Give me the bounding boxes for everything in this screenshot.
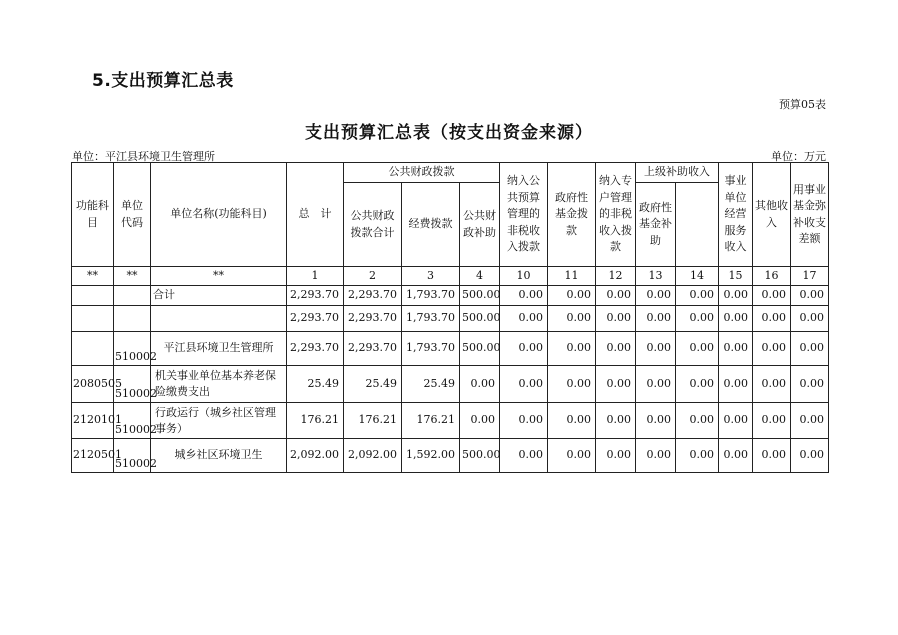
value-cell: 500.00	[460, 439, 500, 473]
table-body	[72, 267, 829, 473]
unit-name-cell: 合计	[151, 286, 287, 306]
value-cell: 0.00	[500, 286, 548, 306]
value-cell: 0.00	[676, 286, 719, 306]
header-sup-gov-fund-subsidy: 政府性基金补助	[636, 183, 676, 267]
func-code-cell: 2120501	[72, 439, 114, 473]
value-cell: 0.00	[636, 332, 676, 366]
table-header	[72, 163, 829, 267]
table-row	[72, 403, 829, 439]
index-cell: 10	[500, 267, 548, 286]
header-public-finance-total: 公共财政拨款合计	[344, 183, 402, 267]
func-code-cell	[72, 306, 114, 332]
header-superior-subsidy: 上级补助收入	[636, 163, 719, 183]
index-cell: 14	[676, 267, 719, 286]
value-cell: 0.00	[636, 286, 676, 306]
value-cell: 0.00	[500, 306, 548, 332]
value-cell: 2,293.70	[344, 306, 402, 332]
value-cell: 25.49	[402, 366, 460, 403]
value-cell: 0.00	[791, 306, 829, 332]
header-unit-name: 单位名称(功能科目)	[151, 163, 287, 267]
value-cell: 0.00	[500, 439, 548, 473]
header-operating-funds: 经费拨款	[402, 183, 460, 267]
value-cell: 0.00	[676, 439, 719, 473]
unit-name-cell: 城乡社区环境卫生	[151, 439, 287, 473]
value-cell: 0.00	[548, 366, 596, 403]
value-cell: 500.00	[460, 306, 500, 332]
value-cell: 0.00	[596, 439, 636, 473]
value-cell: 0.00	[500, 332, 548, 366]
header-fund-balance: 用事业基金弥补收支差额	[791, 163, 829, 267]
value-cell: 0.00	[753, 366, 791, 403]
value-cell: 0.00	[596, 332, 636, 366]
header-total: 总 计	[287, 163, 344, 267]
value-cell: 176.21	[402, 403, 460, 439]
value-cell: 176.21	[344, 403, 402, 439]
value-cell: 2,092.00	[344, 439, 402, 473]
value-cell: 0.00	[676, 306, 719, 332]
func-code-cell: 2080505	[72, 366, 114, 403]
value-cell: 0.00	[460, 366, 500, 403]
value-cell: 1,793.70	[402, 332, 460, 366]
value-cell: 0.00	[500, 403, 548, 439]
value-cell: 0.00	[719, 306, 753, 332]
value-cell: 2,293.70	[344, 332, 402, 366]
value-cell: 1,592.00	[402, 439, 460, 473]
table-title: 支出预算汇总表（按支出资金来源）	[305, 123, 593, 143]
value-cell: 0.00	[636, 306, 676, 332]
value-cell: 176.21	[287, 403, 344, 439]
unit-name-cell: 机关事业单位基本养老保险缴费支出	[151, 366, 287, 403]
value-cell: 0.00	[676, 366, 719, 403]
value-cell: 0.00	[548, 306, 596, 332]
form-number: 预算05表	[779, 98, 826, 111]
value-cell: 0.00	[719, 332, 753, 366]
value-cell: 0.00	[676, 332, 719, 366]
value-cell: 0.00	[596, 366, 636, 403]
value-cell: 0.00	[753, 332, 791, 366]
unit-code-cell	[114, 286, 151, 306]
index-cell: 16	[753, 267, 791, 286]
index-cell: **	[114, 267, 151, 286]
index-cell: **	[151, 267, 287, 286]
table-row-total	[72, 286, 829, 306]
expenditure-budget-table	[71, 162, 829, 473]
value-cell: 0.00	[791, 366, 829, 403]
value-cell: 0.00	[719, 286, 753, 306]
index-cell: 17	[791, 267, 829, 286]
value-cell: 2,293.70	[287, 286, 344, 306]
value-cell: 0.00	[753, 439, 791, 473]
index-cell: 4	[460, 267, 500, 286]
index-cell: 12	[596, 267, 636, 286]
value-cell: 0.00	[500, 366, 548, 403]
table-row	[72, 306, 829, 332]
value-cell: 25.49	[287, 366, 344, 403]
unit-name-cell	[151, 306, 287, 332]
section-title: 5.支出预算汇总表	[92, 71, 234, 91]
unit-name-cell: 平江县环境卫生管理所	[151, 332, 287, 366]
value-cell: 2,293.70	[287, 332, 344, 366]
header-business-income: 事业单位经营服务收入	[719, 163, 753, 267]
index-cell: 13	[636, 267, 676, 286]
value-cell: 0.00	[548, 403, 596, 439]
value-cell: 0.00	[719, 439, 753, 473]
value-cell: 2,092.00	[287, 439, 344, 473]
unit-code-cell: 510002	[114, 332, 151, 366]
unit-code-cell: 510002	[114, 403, 151, 439]
value-cell: 0.00	[719, 366, 753, 403]
value-cell: 500.00	[460, 332, 500, 366]
table-row	[72, 332, 829, 366]
value-cell: 0.00	[636, 439, 676, 473]
currency-unit-label: 单位：万元	[771, 150, 826, 163]
table-row	[72, 366, 829, 403]
value-cell: 0.00	[791, 439, 829, 473]
header-special-nontax: 纳入专户管理的非税收入拨款	[596, 163, 636, 267]
value-cell: 0.00	[548, 286, 596, 306]
value-cell: 0.00	[753, 403, 791, 439]
header-unit-code: 单位代码	[114, 163, 151, 267]
func-code-cell: 2120101	[72, 403, 114, 439]
value-cell: 0.00	[636, 403, 676, 439]
value-cell: 0.00	[636, 366, 676, 403]
value-cell: 0.00	[791, 286, 829, 306]
unit-name-label: 单位：平江县环境卫生管理所	[72, 150, 215, 163]
index-cell: 15	[719, 267, 753, 286]
index-cell: 1	[287, 267, 344, 286]
header-gov-fund: 政府性基金拨款	[548, 163, 596, 267]
unit-code-cell: 510002	[114, 366, 151, 403]
value-cell: 0.00	[753, 286, 791, 306]
column-index-row	[72, 267, 829, 286]
unit-code-cell: 510002	[114, 439, 151, 473]
value-cell: 0.00	[596, 403, 636, 439]
header-budget-managed-nontax: 纳入公共预算管理的非税收入拨款	[500, 163, 548, 267]
index-cell: 11	[548, 267, 596, 286]
table-row	[72, 439, 829, 473]
value-cell: 2,293.70	[287, 306, 344, 332]
value-cell: 1,793.70	[402, 286, 460, 306]
value-cell: 2,293.70	[344, 286, 402, 306]
value-cell: 0.00	[548, 439, 596, 473]
value-cell: 0.00	[676, 403, 719, 439]
value-cell: 0.00	[753, 306, 791, 332]
header-sup-public-subsidy: 公共财政补助	[460, 183, 500, 267]
value-cell: 0.00	[791, 332, 829, 366]
value-cell: 0.00	[719, 403, 753, 439]
value-cell: 25.49	[344, 366, 402, 403]
unit-code-cell	[114, 306, 151, 332]
index-cell: **	[72, 267, 114, 286]
func-code-cell	[72, 286, 114, 306]
header-func-code: 功能科目	[72, 163, 114, 267]
func-code-cell	[72, 332, 114, 366]
header-other-income: 其他收入	[753, 163, 791, 267]
value-cell: 0.00	[596, 286, 636, 306]
value-cell: 1,793.70	[402, 306, 460, 332]
value-cell: 0.00	[791, 403, 829, 439]
value-cell: 0.00	[548, 332, 596, 366]
index-cell: 2	[344, 267, 402, 286]
unit-name-cell: 行政运行（城乡社区管理事务）	[151, 403, 287, 439]
value-cell: 500.00	[460, 286, 500, 306]
value-cell: 0.00	[460, 403, 500, 439]
value-cell: 0.00	[596, 306, 636, 332]
header-public-finance: 公共财政拨款	[344, 163, 500, 183]
index-cell: 3	[402, 267, 460, 286]
